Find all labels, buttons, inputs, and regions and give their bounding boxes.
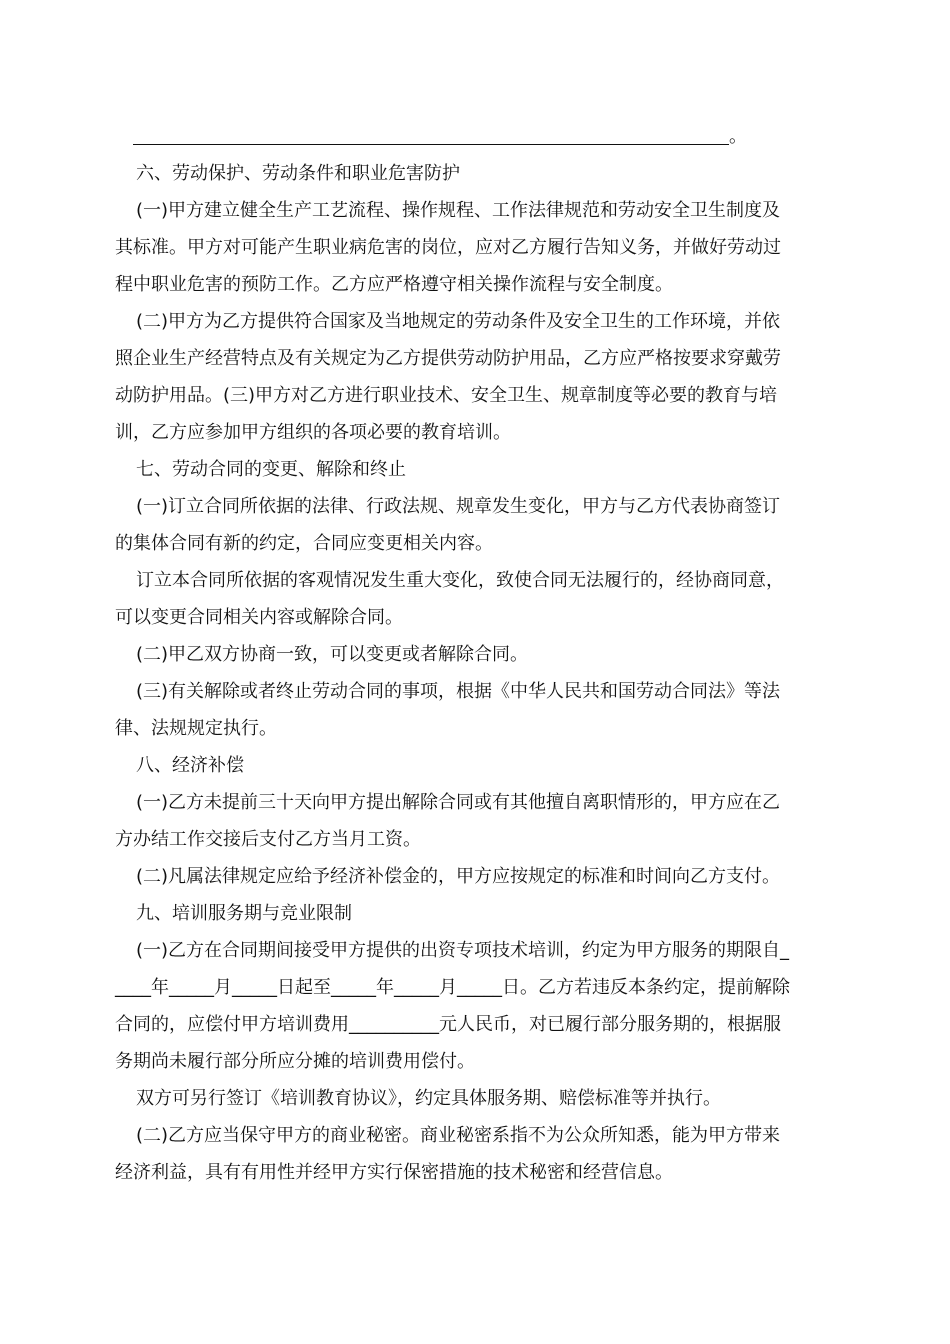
text-line: (二)凡属法律规定应给予经济补偿金的，甲方应按规定的标准和时间向乙方支付。 [136,866,781,887]
text-line: 照企业生产经营特点及有关规定为乙方提供劳动防护用品，乙方应严格按要求穿戴劳 [115,348,781,369]
text-line: (二)乙方应当保守甲方的商业秘密。商业秘密系指不为公众所知悉，能为甲方带来 [136,1125,781,1146]
top-blank-line [115,118,835,155]
text-line: 方办结工作交接后支付乙方当月工资。 [115,829,421,850]
text-line: 可以变更合同相关内容或解除合同。 [115,607,403,628]
text-line: 六、劳动保护、劳动条件和职业危害防护 [136,163,460,184]
text-line: 合同的，应偿付甲方培训费用__________元人民币，对已履行部分服务期的，根据服 [115,1014,781,1035]
text-line: 的集体合同有新的约定，合同应变更相关内容。 [115,533,493,554]
text-line: (一)乙方未提前三十天向甲方提出解除合同或有其他擅自离职情形的，甲方应在乙 [136,792,781,813]
text-line: 九、培训服务期与竞业限制 [136,903,352,924]
text-line: (二)甲乙双方协商一致，可以变更或者解除合同。 [136,644,529,665]
blank-underline [133,144,729,145]
text-line: (三)有关解除或者终止劳动合同的事项，根据《中华人民共和国劳动合同法》等法 [136,681,781,702]
text-line: 程中职业危害的预防工作。乙方应严格遵守相关操作流程与安全制度。 [115,274,673,295]
text-line: 经济利益，具有有用性并经甲方实行保密措施的技术秘密和经营信息。 [115,1162,673,1183]
text-line: ____年_____月_____日起至_____年_____月_____日。乙方若违反本条约定，提前解除 [115,977,790,998]
text-line: 八、经济补偿 [136,755,244,776]
text-line: 其标准。甲方对可能产生职业病危害的岗位，应对乙方履行告知义务，并做好劳动过 [115,237,781,258]
text-line: (一)甲方建立健全生产工艺流程、操作规程、工作法律规范和劳动安全卫生制度及 [136,200,781,221]
text-line: 双方可另行签订《培训教育协议》，约定具体服务期、赔偿标准等并执行。 [136,1088,721,1109]
text-line: 动防护用品。(三)甲方对乙方进行职业技术、安全卫生、规章制度等必要的教育与培 [115,385,778,406]
text-line: 七、劳动合同的变更、解除和终止 [136,459,406,480]
text-line: (二)甲方为乙方提供符合国家及当地规定的劳动条件及安全卫生的工作环境，并依 [136,311,781,332]
contract-page [115,118,835,1191]
text-line: 务期尚未履行部分所应分摊的培训费用偿付。 [115,1051,475,1072]
text-line: (一)订立合同所依据的法律、行政法规、规章发生变化，甲方与乙方代表协商签订 [136,496,781,517]
text-line: 律、法规规定执行。 [115,718,277,739]
contract-text [115,155,835,1191]
text-line: (一)乙方在合同期间接受甲方提供的出资专项技术培训，约定为甲方服务的期限自_ [136,940,790,961]
text-line: 订立本合同所依据的客观情况发生重大变化，致使合同无法履行的，经协商同意， [136,570,784,591]
blank-end-mark: 。 [729,126,747,147]
text-line: 训，乙方应参加甲方组织的各项必要的教育培训。 [115,422,511,443]
